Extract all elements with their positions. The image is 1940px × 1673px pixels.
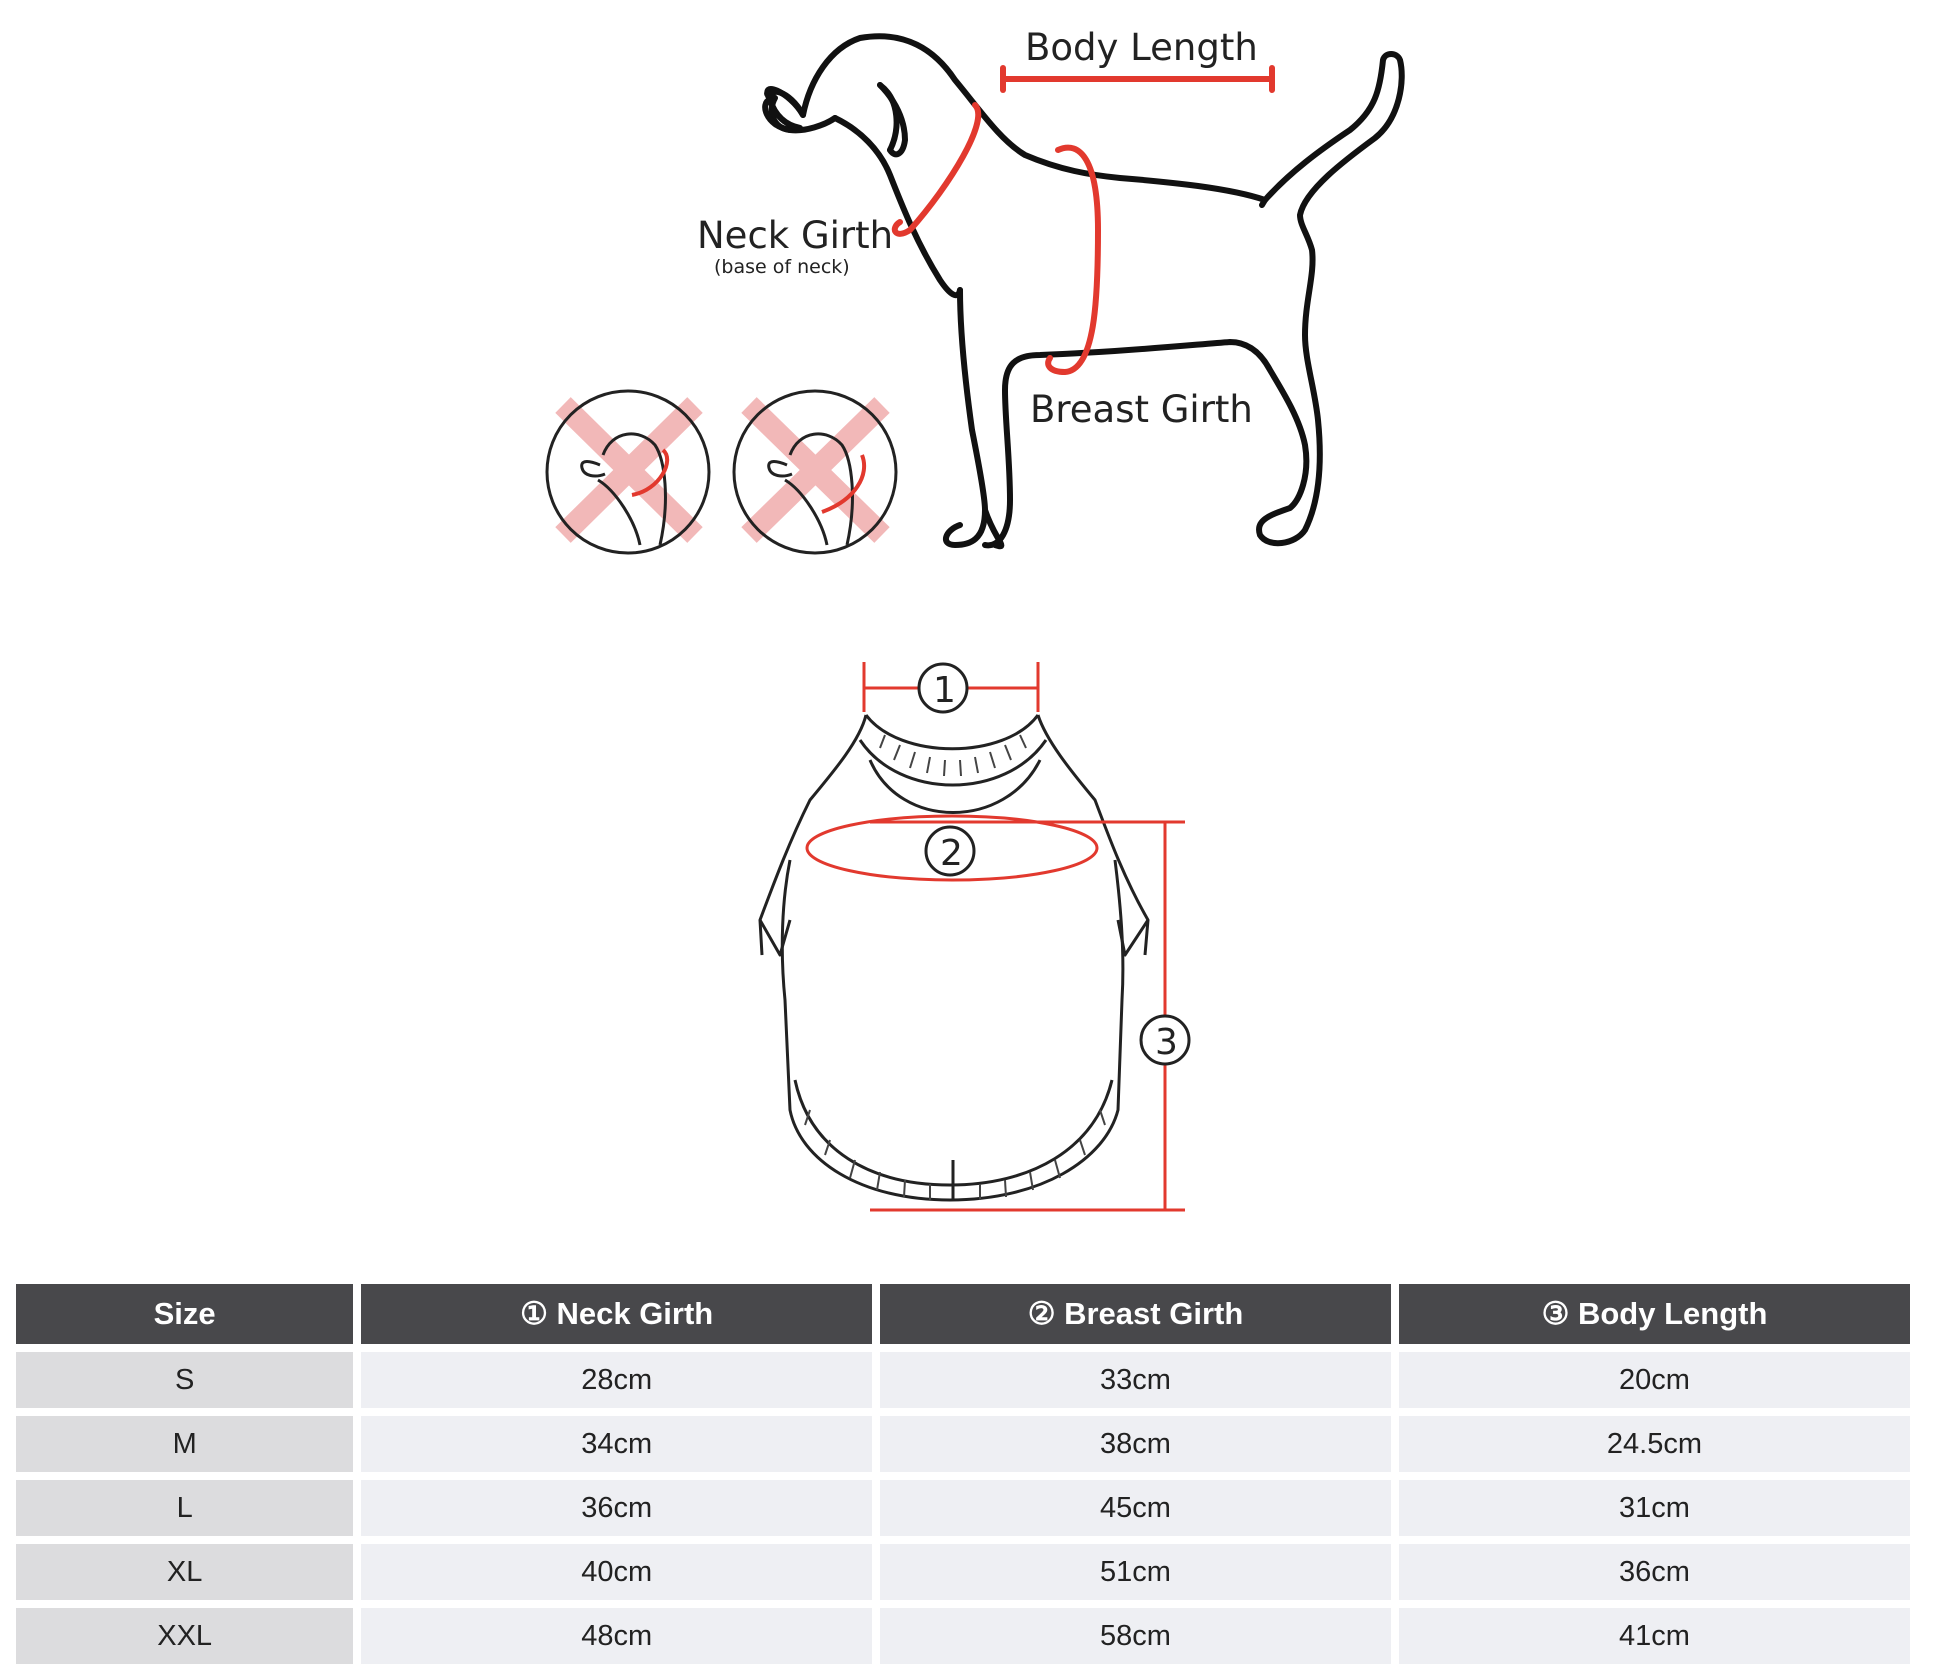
neck-girth-cell: 36cm [361,1480,872,1536]
wrong-measure-example-1 [547,391,709,553]
size-cell: S [16,1352,353,1408]
table-row [16,1544,1910,1600]
table-row [16,1352,1910,1408]
size-chart-table [8,1276,1918,1672]
header-body-length: ③ Body Length [1399,1284,1910,1344]
breast-girth-label: Breast Girth [1030,388,1253,431]
breast-girth-cell: 38cm [880,1416,1391,1472]
neck-girth-cell: 28cm [361,1352,872,1408]
dog-outline-icon [765,36,1402,546]
neck-girth-note: (base of neck) [714,256,850,278]
table-row [16,1416,1910,1472]
breast-girth-cell: 45cm [880,1480,1391,1536]
svg-text:1: 1 [933,670,956,711]
svg-text:3: 3 [1155,1022,1178,1063]
size-cell: L [16,1480,353,1536]
header-size: Size [16,1284,353,1344]
neck-girth-cell: 40cm [361,1544,872,1600]
svg-text:2: 2 [940,833,963,874]
marker-3-icon [1141,1016,1189,1064]
header-neck-girth: ① Neck Girth [361,1284,872,1344]
breast-girth-cell: 51cm [880,1544,1391,1600]
table-header-row [16,1284,1910,1344]
body-length-cell: 24.5cm [1399,1416,1910,1472]
dog-measure-lines [895,68,1272,372]
body-length-cell: 36cm [1399,1544,1910,1600]
size-cell: XXL [16,1608,353,1664]
marker-2-icon [926,827,974,875]
garment-illustration [760,715,1148,1200]
garment-ribbing [805,735,1105,1200]
body-length-label: Body Length [1025,26,1258,69]
breast-girth-cell: 58cm [880,1608,1391,1664]
body-length-cell: 20cm [1399,1352,1910,1408]
table-row [16,1608,1910,1664]
neck-girth-cell: 48cm [361,1608,872,1664]
breast-girth-cell: 33cm [880,1352,1391,1408]
size-cell: M [16,1416,353,1472]
neck-girth-label: Neck Girth [697,214,894,257]
table-row [16,1480,1910,1536]
neck-girth-cell: 34cm [361,1416,872,1472]
marker-1-icon [919,664,967,712]
wrong-measure-example-2 [734,391,896,553]
header-breast-girth: ② Breast Girth [880,1284,1391,1344]
body-length-cell: 31cm [1399,1480,1910,1536]
size-cell: XL [16,1544,353,1600]
body-length-cell: 41cm [1399,1608,1910,1664]
